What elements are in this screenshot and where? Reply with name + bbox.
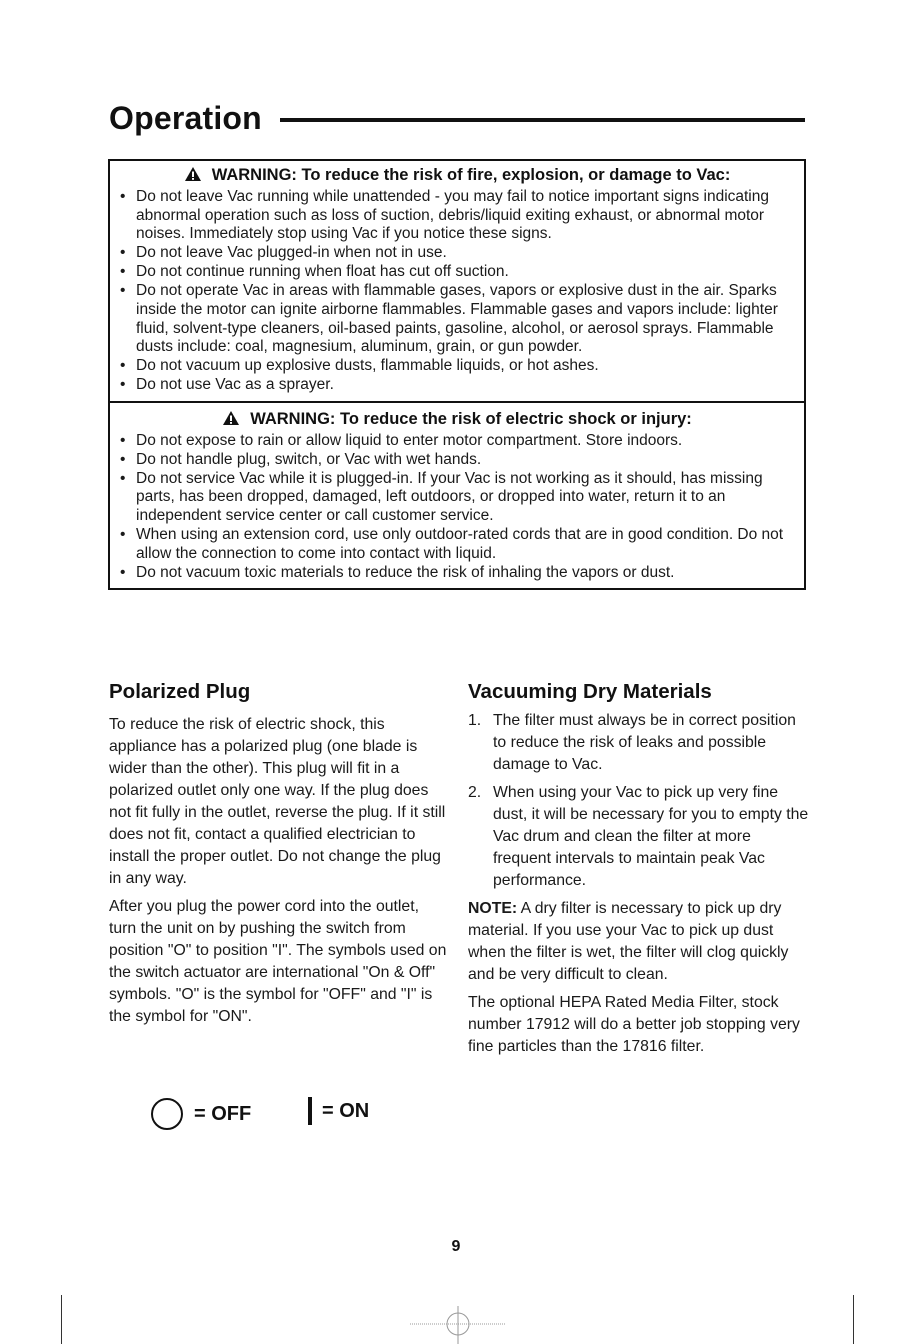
- polarized-plug-paragraph: After you plug the power cord into the outlet, turn the unit on by pushing the switch from position "O" to position "I". The symbols used on the switch actuator are international "On & Off" symbols. "O" is the symbol for "OFF" and "I" is the symbol for "ON".: [109, 898, 447, 1025]
- off-symbol-legend: [150, 1097, 251, 1131]
- warning-fire-heading: [118, 165, 796, 185]
- polarized-plug-heading: Polarized Plug: [109, 680, 251, 703]
- warning-fire-item: • Do not leave Vac plugged-in when not in use.: [118, 244, 796, 263]
- warning-fire-item: • Do not leave Vac running while unattended - you may fail to notice important signs indicating abnormal operation such as loss of suction, debris/liquid exiting exhaust, or abnormal motor noises. Immediately stop using Vac if you notice these signs.: [118, 188, 796, 244]
- on-label: = ON: [322, 1099, 370, 1122]
- note-text: A dry filter is necessary to pick up dry material. If you use your Vac to pick up dust when the filter is wet, the filter will clog quickly and be very difficult to clean.: [468, 900, 789, 983]
- step-item: [468, 710, 813, 776]
- warning-shock-heading-text: WARNING: To reduce the risk of electric shock or injury:: [250, 409, 692, 428]
- page-title: Operation: [109, 100, 262, 136]
- page-number: 9: [451, 1238, 461, 1255]
- step-item: [468, 782, 813, 892]
- vacuuming-dry-heading: Vacuuming Dry Materials: [468, 680, 712, 703]
- warning-shock-item: • When using an extension cord, use only outdoor-rated cords that are in good condition. Do not allow the connection to come into contact with liquid.: [118, 526, 796, 563]
- vacuuming-dry-section: [468, 680, 813, 1064]
- warning-shock-heading: [118, 409, 796, 429]
- polarized-plug-paragraph: To reduce the risk of electric shock, this appliance has a polarized plug (one blade is wider than the other). This plug will fit in a polarized outlet only one way. If the plug does not fit fully in the outlet, reverse the plug. If it still does not fit, contact a qualified electrician to install the proper outlet. Do not change the plug in any way.: [109, 716, 446, 887]
- warning-fire-item: • Do not operate Vac in areas with flammable gases, vapors or explosive dust in the air. Sparks inside the motor can ignite airborne flammables. Flammable gases and vapors include: lighter fluid, solvent-type cleaners, oil-based paints, gasoline, alcohol, or aerosol sprays. Flammable dusts include: coal, magnesium, aluminum, grain, or gun powder.: [118, 282, 796, 356]
- warning-shock-item: • Do not handle plug, switch, or Vac with wet hands.: [118, 451, 796, 470]
- warning-fire-item: • Do not continue running when float has cut off suction.: [118, 263, 796, 282]
- warning-fire-section: [110, 161, 804, 401]
- note-label: NOTE:: [468, 900, 518, 917]
- note-paragraph: [468, 898, 813, 986]
- right-margin-line: [853, 1295, 854, 1344]
- warning-shock-item: • Do not expose to rain or allow liquid to enter motor compartment. Store indoors.: [118, 432, 796, 451]
- left-margin-line: [61, 1295, 62, 1344]
- warning-fire-heading-text: WARNING: To reduce the risk of fire, explosion, or damage to Vac:: [211, 166, 731, 184]
- off-label: = OFF: [194, 1102, 252, 1125]
- hepa-paragraph: The optional HEPA Rated Media Filter, stock number 17912 will do a better job stopping very fine particles than the 17816 filter.: [468, 994, 800, 1055]
- warning-shock-section: [110, 401, 804, 588]
- on-bar-icon: [308, 1097, 312, 1125]
- warning-shock-item: • Do not service Vac while it is plugged-in. If your Vac is not working as it should, has missing parts, has been dropped, damaged, left outdoors, or dropped into water, return it to an independent service center or call customer service.: [118, 470, 796, 526]
- step-text: The filter must always be in correct position to reduce the risk of leaks and possible damage to Vac.: [493, 712, 796, 773]
- on-symbol-legend: [308, 1097, 369, 1125]
- warning-triangle-icon: [222, 410, 240, 426]
- warning-shock-item: • Do not vacuum toxic materials to reduce the risk of inhaling the vapors or dust.: [118, 564, 796, 583]
- warning-fire-item: • Do not use Vac as a sprayer.: [118, 376, 796, 395]
- step-number: 1.: [468, 712, 482, 729]
- vacuuming-steps-list: [468, 710, 813, 892]
- warning-fire-item: • Do not vacuum up explosive dusts, flammable liquids, or hot ashes.: [118, 357, 796, 376]
- warning-fire-list: [118, 188, 796, 395]
- warning-triangle-icon: [184, 166, 202, 182]
- registration-mark-icon: [410, 1306, 506, 1344]
- warning-box: [108, 159, 806, 590]
- warning-shock-list: [118, 432, 796, 583]
- polarized-plug-section: [109, 680, 449, 1034]
- title-rule: [280, 118, 805, 122]
- off-circle-icon: [150, 1097, 184, 1131]
- step-number: 2.: [468, 784, 482, 801]
- step-text: When using your Vac to pick up very fine dust, it will be necessary for you to empty the Vac drum and clean the filter at more frequent intervals to maintain peak Vac performance.: [493, 784, 809, 889]
